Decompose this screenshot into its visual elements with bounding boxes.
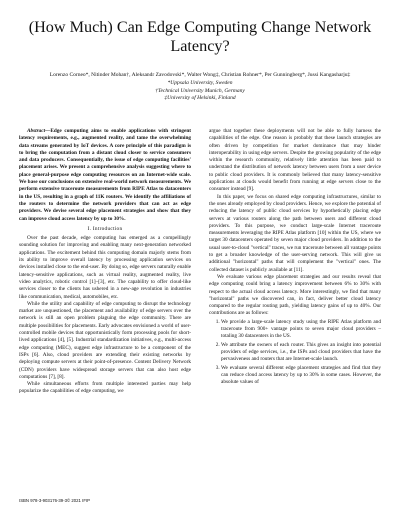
- intro-paragraph-2: While the utility and capability of edge computing to disrupt the technology market are unquestioned, the placement and availability of edge servers over the network is still an open problem plaguing the edge community. There are multiple possibilities for placements. Early advocates envisioned a world of user-controlled mobile devices that opportunistically form processing pools for short-lived applications [4], [5]. Industrial standardization initiatives, e.g., multi-access edge computing (MEC), suggest edge infrastructure to be a component of the ISPs [6]. Also, cloud providers are extending their existing networks by deploying compute servers at their point-of-presence. Content Delivery Network (CDN) providers have widespread storage servers that can also host edge computations [7], [8].: [19, 300, 191, 380]
- intro-paragraph-3: While simultaneous efforts from multiple interested parties may help popularize the capabilities of edge computing, we: [19, 381, 191, 395]
- intro-paragraph-1: Over the past decade, edge computing has emerged as a compellingly sounding solution for improving and enabling many next-generation networked applications. The excitement behind this computing domain majorly stems from its ability to improve overall latency by processing application services on devices installed close to the end-user. By doing so, edge servers naturally enable latency-sensitive applications, such as virtual reality, augmented reality, live video analytics, robotic control [1]–[3], etc. The capability to offer cloud-like services closer to the clients has ushered in a new-age revolution in industries like communication, medical, automobiles, etc.: [19, 235, 191, 300]
- left-column: [19, 128, 191, 396]
- abstract-text: Edge computing aims to enable applications with stringent latency requirements, e.g., augmented reality, and tame the overwhelming data streams generated by IoT devices. A core principle of this paradigm is to bring the computation from a distant cloud closer to service consumers and data producers. Consequentially, the issue of edge computing facilities' placement arises. We present a comprehensive analysis suggesting where to place general-purpose edge computing resources on an Internet-wide scale. We base our conclusions on extensive real-world network measurements. We perform extensive traceroute measurements from RIPE Atlas to datacenters in the US, resulting in a graph of 11K routers. We identify the affiliations of the routers to determine the network providers that can act as edge providers. We devise several edge placement strategies and show that they can improve cloud access latency by up to 30%.: [19, 128, 191, 222]
- affiliation-1: *Uppsala University, Sweden: [167, 79, 233, 86]
- contribution-item-1: 1. We provide a large-scale latency study using the RIPE Atlas platform and traceroute from 900+ vantage points to seven major cloud providers – totaling 30 datacenters in the US.: [221, 319, 381, 341]
- affiliation-2: †Technical University Munich, Germany: [155, 87, 245, 94]
- isbn-footer: ISBN 978-3-903176-39-3© 2021 IFIP: [19, 498, 91, 503]
- contribution-item-2: 2. We attribute the owners of each router. This gives an insight into potential providers of edge services, i.e., the ISPs and cloud providers that have the pervasiveness and routers that are Internet-scale launch.: [221, 342, 381, 364]
- contribution-item-3: 3. We evaluate several different edge placement strategies and find that they can reduce cloud access latency by up to 30% in some cases. However, the absolute values of: [221, 365, 381, 387]
- abstract: [19, 128, 191, 223]
- abstract-label: Abstract—: [27, 128, 51, 134]
- section-heading-introduction: I. Introduction: [87, 225, 123, 232]
- right-paragraph-2: In this paper, we focus on shared edge computing infrastructures, similar to the ones already employed by cloud providers. Hence, we explore the potential of reducing the latency of public cloud services by hypothetically placing edge servers at various routers along the path between users and different cloud providers. To this purpose, we conduct large-scale Internet traceroute measurements leveraging the RIPE Atlas platform [10] within the US, where we target 30 datacenters operated by seven major cloud providers. In addition to the usual user-to-cloud "vertical" traces, we run traceroute between all vantage points to get a broader knowledge of the user-serving network. This will give us additional "horizontal" paths that will complement the "vertical" ones. The collected dataset is publicly available at [11].: [209, 193, 381, 273]
- right-paragraph-3: We evaluate various edge placement strategies and our results reveal that edge computing could bring a latency improvement between 6% to 30% with respect to the actual cloud access latency. More interestingly, we find that many "horizontal" paths we discovered can, in fact, deliver better cloud latency compared to the regular routing path, yielding latency gains of up to 40%. Our contributions are as follows:: [209, 273, 381, 317]
- contribution-list: [209, 319, 381, 387]
- author-block: [20, 72, 380, 103]
- paper-title: (How Much) Can Edge Computing Change Network Latency?: [28, 18, 372, 55]
- affiliation-3: ‡University of Helsinki, Finland: [164, 95, 236, 102]
- right-column: [209, 128, 381, 387]
- author-list: Lorenzo Corneo*, Nitinder Mohan†, Aleksandr Zavodovski*, Walter Wong‡, Christian Rohner*, Per Gunningberg*, Jussi Kangasharju‡: [49, 72, 351, 78]
- right-paragraph-1: argue that together these deployments will not be able to fully harness the capabilities of the edge. One reason is probably that these launch strategies are often driven by competition for market dominance that may hinder interoperability in using edge servers. Despite the growing popularity of the edge within the research community, relatively little attention has been paid to understand the distribution of network latency between users from a user device to public cloud providers. It is commonly believed that many latency-sensitive applications at clouds would benefit from running at edge servers close to the consumer instead [9].: [209, 128, 381, 193]
